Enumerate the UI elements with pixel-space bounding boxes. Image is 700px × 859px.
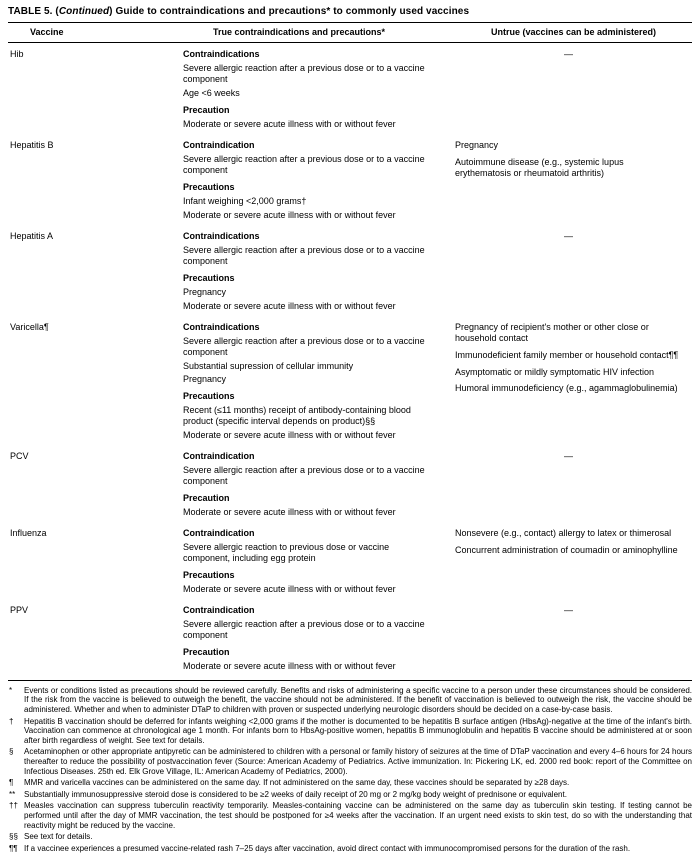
untrue-item: Pregnancy [455, 139, 499, 150]
footnote-marker: ¶¶ [9, 843, 18, 853]
untrue-none-dash: — [564, 230, 573, 241]
block-item: Moderate or severe acute illness with or without fever [183, 507, 396, 518]
footnote-marker: §§ [9, 832, 18, 842]
contraindication-block [183, 605, 429, 641]
vaccine-name: Hib [10, 49, 24, 60]
contraindication-block [183, 273, 429, 312]
true-contraindications-column [183, 528, 455, 595]
untrue-item: Autoimmune disease (e.g., systemic lupus erythematosis or rheumatoid arthritis) [455, 156, 624, 178]
contraindication-block [183, 140, 429, 176]
contraindication-block [183, 451, 429, 487]
contraindication-block [183, 647, 429, 672]
untrue-none-dash: — [564, 605, 573, 615]
block-item: Substantial supression of cellular immunity [183, 360, 354, 371]
block-item: Moderate or severe acute illness with or without fever [183, 660, 396, 671]
footnote-text: Acetaminophen or other appropriate antipyretic can be administered to children with a personal or family history of seizures at the time of DTaP vaccination and every 4–6 hours for 24 hours thereafter to reduce the possibility of postvaccination fever (Source: American Academy of Pediatrics. Active immunization. In: Pickering LK, ed. 2000 red book: report of the Committee on Infectious Diseases. 25th ed. Elk Grove Village, IL: American Academy of Pediatrics, 2000). [24, 747, 692, 776]
table-row [8, 451, 692, 518]
contraindication-block [183, 182, 429, 221]
untrue-column [455, 451, 692, 518]
block-heading: Contraindications [183, 49, 260, 60]
footnote [8, 778, 692, 788]
table-row [8, 49, 692, 130]
untrue-column [455, 140, 692, 221]
title-continued: Continued [58, 6, 110, 17]
footnote-text: Hepatitis B vaccination should be deferred for infants weighing <2,000 grams if the mother is documented to be hepatitis B surface antigen (HbsAg)-negative at the time of the infant's birth. Vaccination can commence at chronological age 1 month. For infants born to HbsAg-positive women, hepatitis B immunoglobulin and hepatitis B vaccine should be administered at or soon after birth regardless of weight. See text for details. [24, 716, 692, 745]
table-title [8, 3, 692, 22]
contraindication-block [183, 49, 429, 99]
vaccine-name: Hepatitis A [10, 230, 54, 241]
column-header-true-contraindications: True contraindications and precautions* [212, 27, 386, 38]
footnote-marker: † [9, 716, 14, 726]
footnote [8, 747, 692, 776]
block-heading: Contraindication [183, 605, 255, 615]
block-heading: Contraindication [183, 451, 255, 462]
block-item: Infant weighing <2,000 grams† [183, 195, 307, 206]
contraindication-block [183, 528, 429, 564]
contraindication-block [183, 570, 429, 595]
table-row [8, 605, 692, 672]
footnote [8, 832, 692, 842]
block-item: Age <6 weeks [183, 88, 240, 99]
footnote-text: Substantially immunosuppressive steroid dose is considered to be ≥2 weeks of daily receipt of 20 mg or 2 mg/kg body weight of prednisone or equivalent. [24, 789, 567, 799]
footnote-marker: § [9, 747, 14, 757]
column-header-vaccine: Vaccine [30, 27, 64, 38]
block-item: Severe allergic reaction after a previous dose or to a vaccine component [183, 335, 425, 357]
table-body [8, 43, 692, 681]
footnote [8, 801, 692, 830]
block-heading: Precautions [183, 391, 235, 402]
untrue-item: Nonsevere (e.g., contact) allergy to latex or thimerosal [455, 528, 672, 539]
footnote [8, 717, 692, 746]
column-header-untrue: Untrue (vaccines can be administered) [490, 27, 657, 38]
vaccine-table [8, 22, 692, 681]
table-row [8, 140, 692, 221]
block-item: Severe allergic reaction after a previous dose or to a vaccine component [183, 465, 425, 487]
footnote [8, 844, 692, 854]
footnote-text: If a vaccinee experiences a presumed vaccine-related rash 7–25 days after vaccination, avoid direct contact with immunocompromised persons for the duration of the rash. [24, 843, 631, 853]
block-heading: Precaution [183, 493, 230, 504]
footnote-text: Measles vaccination can suppress tuberculin reactivity temporarily. Measles-containing vaccine can be administered on the same day as tuberculin skin testing. If testing cannot be performed until after the day of MMR vaccination, the test should be postponed for ≥4 weeks after the vaccination. If an urgent need exists to skin test, do so with the understanding that reactivity might be reduced by the vaccine. [24, 801, 692, 830]
block-heading: Contraindications [183, 230, 260, 241]
block-item: Pregnancy [183, 286, 227, 297]
vaccine-name: Hepatitis B [10, 139, 54, 150]
true-contraindications-column [183, 140, 455, 221]
block-heading: Contraindications [183, 321, 260, 332]
block-item: Moderate or severe acute illness with or without fever [183, 430, 396, 441]
true-contraindications-column [183, 322, 455, 442]
title-part1: TABLE 5. ( [8, 6, 59, 17]
true-contraindications-column [183, 605, 455, 672]
block-item: Severe allergic reaction after a previous dose or to a vaccine component [183, 244, 425, 266]
vaccine-name: Varicella¶ [10, 321, 49, 332]
contraindication-block [183, 493, 429, 518]
untrue-none-dash: — [564, 49, 573, 60]
footnote-text: Events or conditions listed as precautions should be reviewed carefully. Benefits and risks of administering a specific vaccine to a person under these circumstances should be considered. If the risk from the vaccine is believed to outweigh the benefit, the vaccine should not be administered. If the benefit of vaccination is believed to outweigh the risk, the vaccine should be administered. Whether and when to administer DTaP to children with proven or suspected underlying neurologic disorders should be decided on a case-by-case basis. [24, 685, 692, 715]
block-heading: Contraindication [183, 139, 255, 150]
true-contraindications-column [183, 49, 455, 130]
contraindication-block [183, 231, 429, 267]
title-part2: ) Guide to contraindications and precautions* to commonly used vaccines [109, 6, 470, 17]
untrue-item: Asymptomatic or mildly symptomatic HIV infection [455, 366, 655, 377]
block-heading: Precautions [183, 181, 235, 192]
untrue-column [455, 49, 692, 130]
untrue-item: Pregnancy of recipient's mother or other close or household contact [455, 321, 649, 343]
vaccine-name: Influenza [10, 528, 47, 539]
block-heading: Precaution [183, 646, 230, 657]
true-contraindications-column [183, 451, 455, 518]
block-heading: Contraindication [183, 528, 255, 539]
true-contraindications-column [183, 231, 455, 312]
untrue-column [455, 322, 692, 442]
untrue-item: Humoral immunodeficiency (e.g., agammaglobulinemia) [455, 383, 678, 394]
table-row [8, 322, 692, 442]
block-item: Pregnancy [183, 374, 227, 385]
block-item: Moderate or severe acute illness with or without fever [183, 584, 396, 595]
footnote-text: MMR and varicella vaccines can be administered on the same day. If not administered on the same day, these vaccines should be separated by ≥28 days. [24, 778, 570, 788]
footnote-marker: ** [9, 789, 16, 799]
contraindication-block [183, 105, 429, 130]
block-heading: Precaution [183, 105, 230, 116]
table-row [8, 231, 692, 312]
block-item: Moderate or severe acute illness with or without fever [183, 300, 396, 311]
footnote-marker: ¶ [9, 778, 14, 788]
footnote [8, 686, 692, 715]
table-header-row [8, 23, 692, 43]
block-heading: Precautions [183, 272, 235, 283]
block-item: Moderate or severe acute illness with or without fever [183, 119, 396, 129]
block-item: Moderate or severe acute illness with or without fever [183, 209, 396, 220]
contraindication-block [183, 391, 429, 441]
block-item: Severe allergic reaction after a previous dose or to a vaccine component [183, 618, 425, 640]
vaccine-name: PCV [10, 451, 29, 462]
block-heading: Precautions [183, 570, 235, 581]
footnote-marker: * [9, 685, 13, 695]
block-item: Severe allergic reaction after a previous dose or to a vaccine component [183, 63, 425, 85]
untrue-item: Concurrent administration of coumadin or aminophylline [455, 545, 678, 556]
block-item: Severe allergic reaction to previous dose or vaccine component, including egg protein [183, 542, 390, 564]
block-item: Recent (≤11 months) receipt of antibody-containing blood product (specific interval depends on product)§§ [183, 405, 411, 427]
untrue-column [455, 231, 692, 312]
table-row [8, 528, 692, 595]
vaccine-name: PPV [10, 605, 29, 615]
footnote-text: See text for details. [24, 832, 93, 842]
untrue-column [455, 605, 692, 672]
untrue-item: Immunodeficient family member or household contact¶¶ [455, 349, 679, 360]
untrue-none-dash: — [564, 451, 573, 462]
footnotes-section [8, 681, 692, 854]
contraindication-block [183, 322, 429, 386]
footnote [8, 790, 692, 800]
block-item: Severe allergic reaction after a previous dose or to a vaccine component [183, 153, 425, 175]
untrue-column [455, 528, 692, 595]
footnote-marker: †† [9, 801, 18, 811]
